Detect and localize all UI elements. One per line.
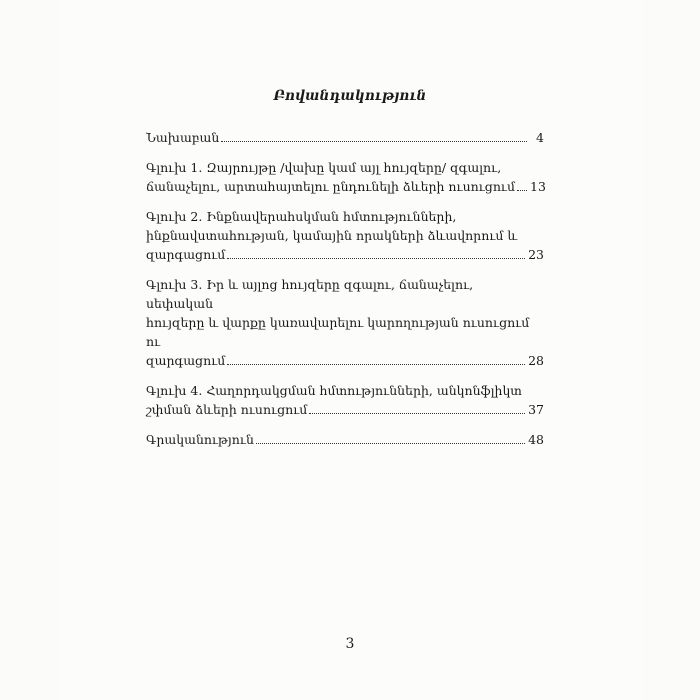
toc-entry-line: զարգացում <box>146 247 226 262</box>
toc-page-number: 28 <box>528 353 544 368</box>
dot-leader <box>309 413 525 414</box>
dot-leader <box>227 258 525 259</box>
toc-entry-line: Գլուխ 2. Ինքնավերահսկման հմտությունների, <box>146 209 457 224</box>
toc-entry-chapter-1 <box>146 158 544 196</box>
page-number: 3 <box>345 636 355 652</box>
toc-entry-chapter-2 <box>146 207 544 264</box>
toc-entry-title: Նախաբան <box>146 130 220 145</box>
toc-entry-line: շփման ձևերի ուսուցում <box>146 402 308 417</box>
toc-entry-line: Գլուխ 1. Զայրույթը /վախը կամ այլ հույզերը/ զգալու, <box>146 160 502 175</box>
page-title: Բովանդակություն <box>273 88 427 104</box>
dot-leader <box>227 364 525 365</box>
toc-entry-line: Գլուխ 3. Իր և այլոց հույզերը զգալու, ճանաչելու, սեփական <box>146 277 474 311</box>
toc-page-number: 13 <box>530 179 546 194</box>
toc-entry-chapter-3 <box>146 275 544 370</box>
toc-page-number: 48 <box>528 432 544 447</box>
toc-page-number: 4 <box>536 130 544 145</box>
toc-entry-line: ճանաչելու, արտահայտելու ընդունելի ձևերի ուսուցում <box>146 179 516 194</box>
table-of-contents <box>146 128 544 460</box>
toc-entry-line: հույզերը և վարքը կառավարելու կարողության ուսուցում ու <box>146 315 530 349</box>
dot-leader <box>221 141 527 142</box>
dot-leader <box>256 443 525 444</box>
toc-entry-preface <box>146 128 544 147</box>
dot-leader <box>517 190 527 191</box>
toc-entry-bibliography <box>146 430 544 449</box>
toc-entry-line: զարգացում <box>146 353 226 368</box>
toc-entry-title: Գրականություն <box>146 432 254 447</box>
toc-page-number: 23 <box>528 247 544 262</box>
toc-entry-line: ինքնավստահության, կամային որակների ձևավորում և <box>146 228 518 243</box>
toc-page-number: 37 <box>528 402 544 417</box>
toc-entry-line: Գլուխ 4. Հաղորդակցման հմտությունների, անկոնֆլիկտ <box>146 383 522 398</box>
toc-entry-chapter-4 <box>146 381 544 419</box>
